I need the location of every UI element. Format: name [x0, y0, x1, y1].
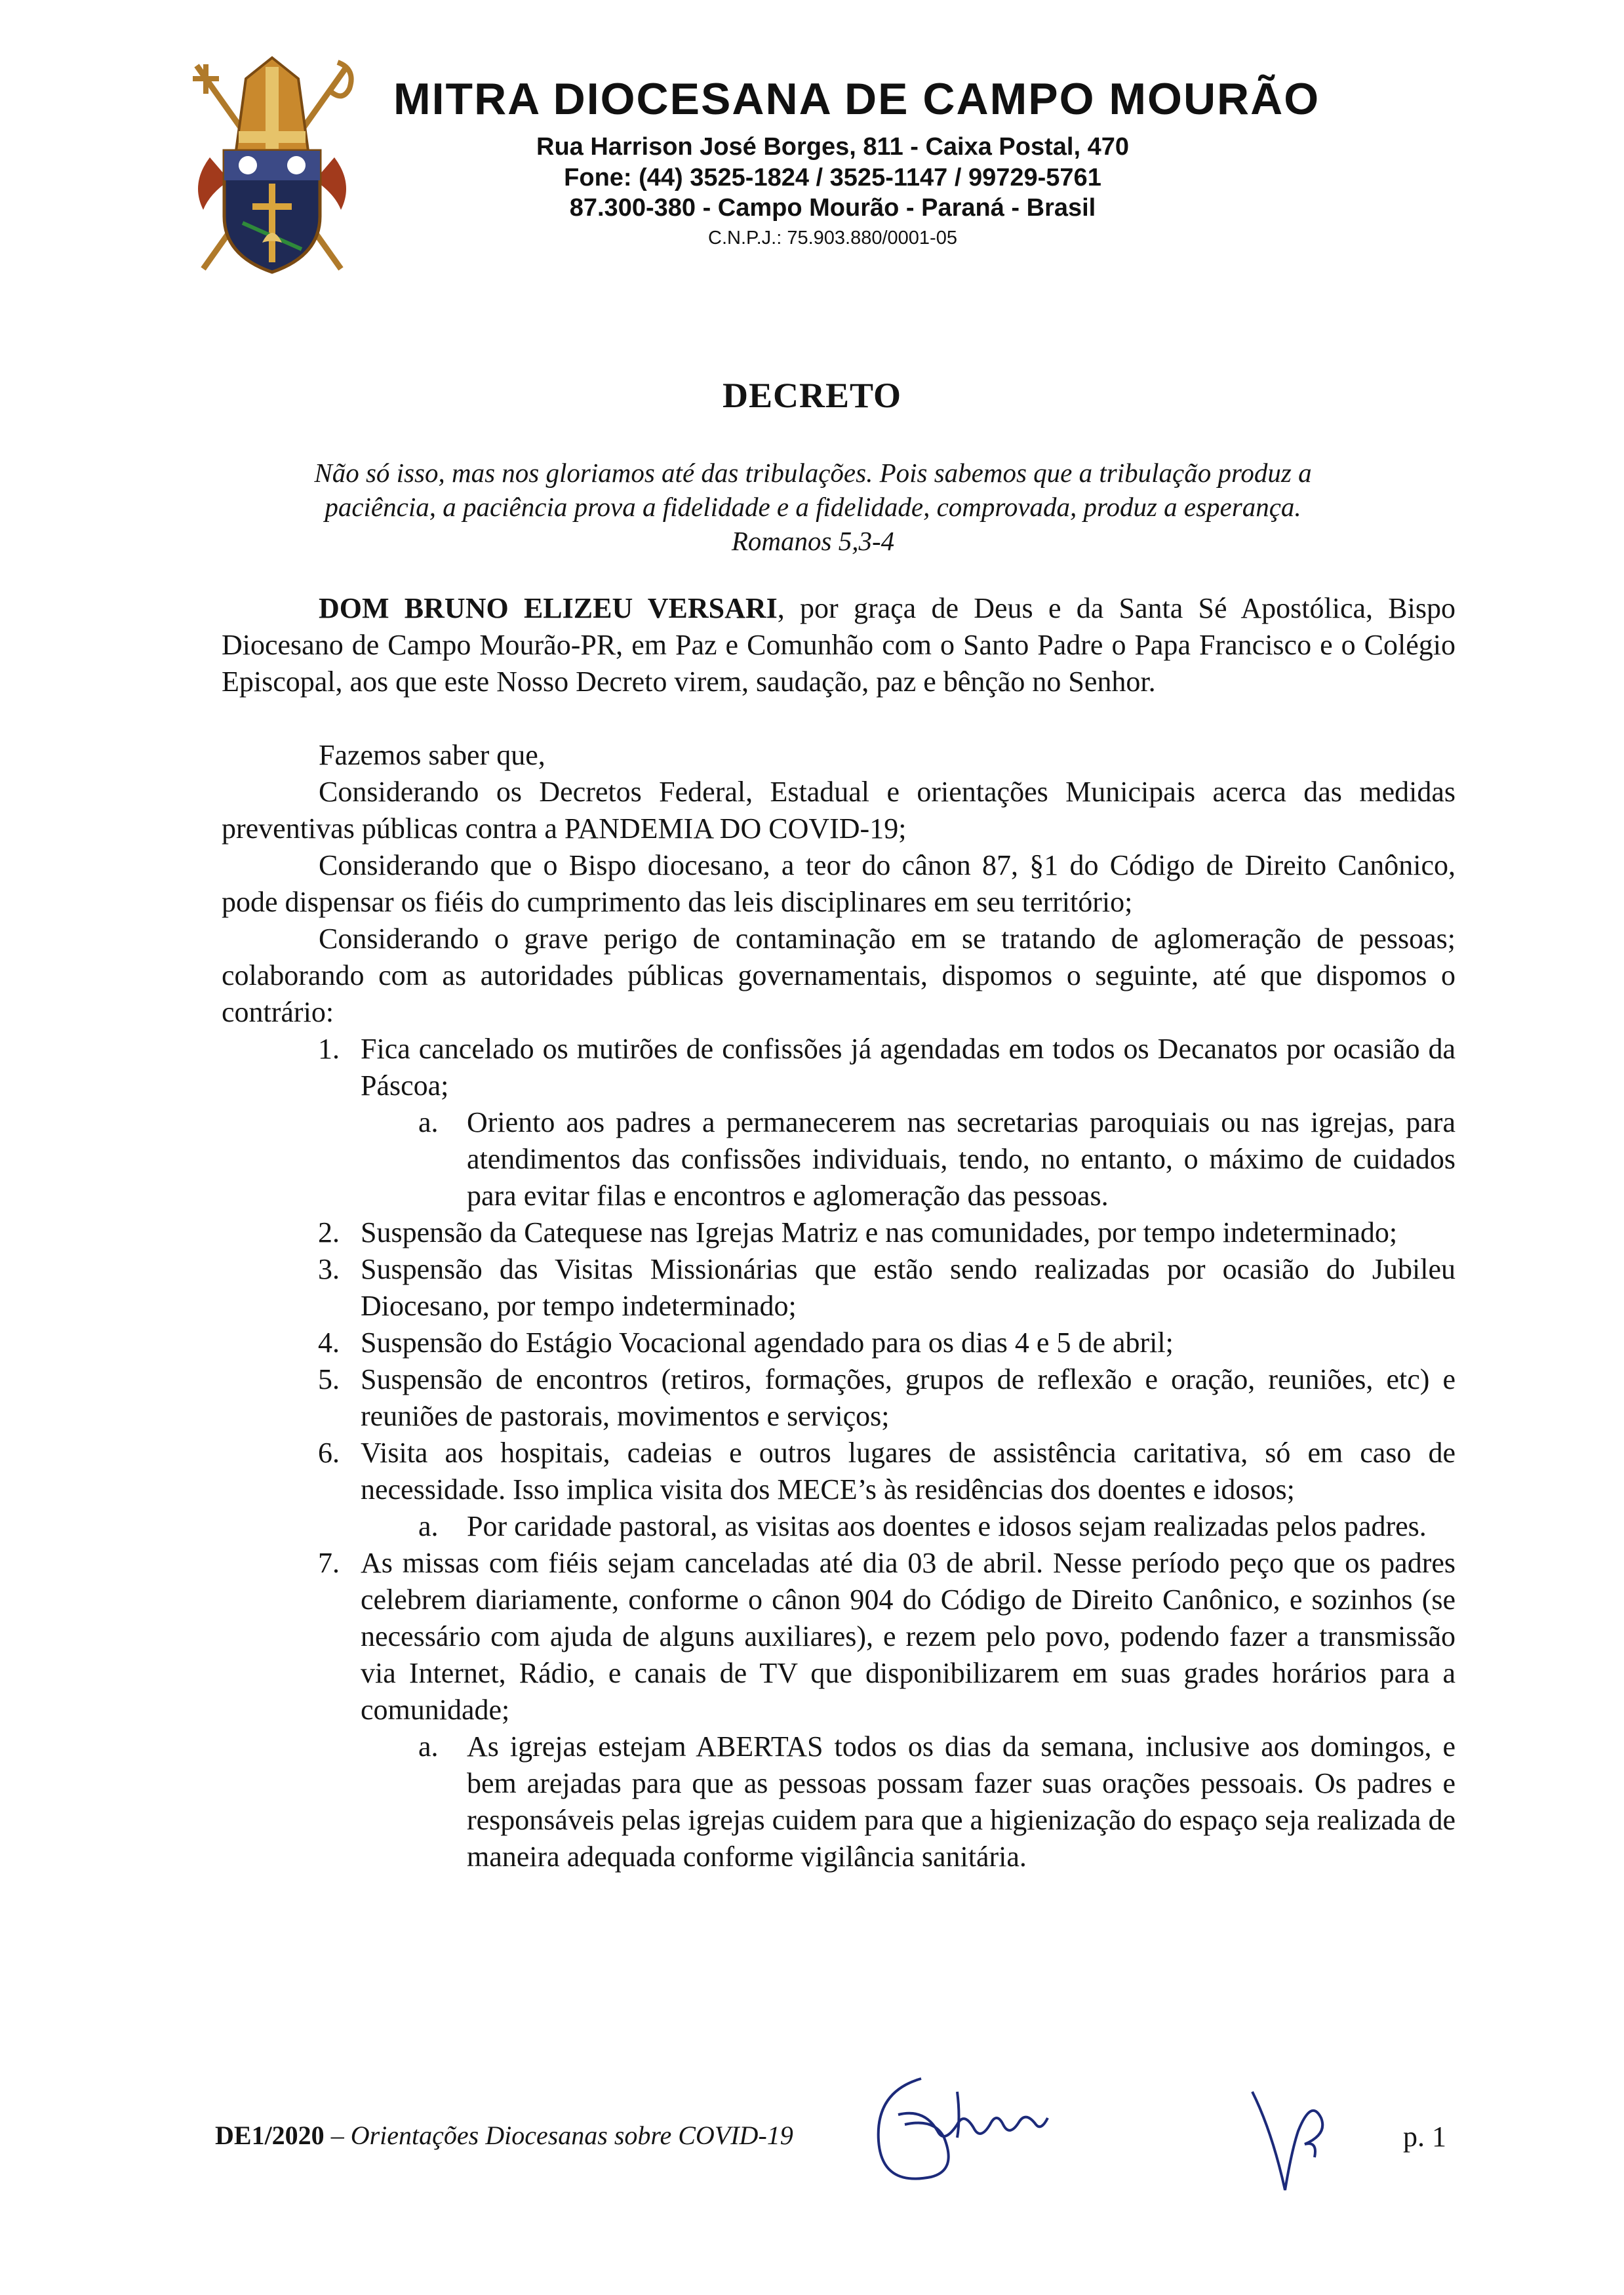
- decree-subitem: [361, 1104, 1456, 1214]
- decree-item: [222, 1251, 1456, 1325]
- decree-items: [222, 1031, 1456, 1875]
- preamble-paragraph: Considerando os Decretos Federal, Estadual e orientações Municipais acerca das medidas preventivas públicas contra a PANDEMIA DO COVID-19;: [222, 776, 1456, 845]
- diocesan-coat-of-arms-icon: [184, 52, 361, 279]
- decree-item: [222, 1214, 1456, 1251]
- decree-item: [222, 1545, 1456, 1875]
- preamble-paragraph: Fazemos saber que,: [319, 739, 545, 771]
- bishop-name: DOM BRUNO ELIZEU VERSARI: [319, 592, 778, 624]
- subitem-text: Por caridade pastoral, as visitas aos doentes e idosos sejam realizadas pelos padres.: [467, 1510, 1427, 1542]
- subitem-letter: a.: [418, 1730, 439, 1763]
- decree-item: [222, 1325, 1456, 1361]
- decree-item: [222, 1435, 1456, 1545]
- decree-subitem: [361, 1508, 1456, 1545]
- footer-description: Orientações Diocesanas sobre COVID-19: [350, 2121, 793, 2150]
- subitem-letter: a.: [418, 1510, 439, 1542]
- initials-signature-icon: [1239, 2085, 1331, 2203]
- intro-text: , por graça de Deus e da Santa Sé Apostólica, Bispo Diocesano de Campo Mourão-PR, em Paz e Comunhão com o Santo Padre o Papa Francisco e o Colégio Episcopal, aos que este Nosso Decreto virem, saudação, paz e bênção no Senhor.: [222, 592, 1456, 698]
- item-text: As missas com fiéis sejam canceladas até dia 03 de abril. Nesse período peço que os padres celebrem diariamente, conforme o cânon 904 do Código de Direito Canônico, e sozinhos (se necessário com ajuda de alguns auxiliares), e rezem pelo povo, podendo fazer a transmissão via Internet, Rádio, e canais de TV que disponibilizarem em suas grades horários para a comunidade;: [361, 1547, 1456, 1726]
- document-title: DECRETO: [722, 376, 902, 415]
- page-number: p. 1: [1403, 2121, 1446, 2153]
- item-number: 7.: [318, 1547, 340, 1579]
- decree-item: [222, 1361, 1456, 1435]
- item-text: Suspensão de encontros (retiros, formações, grupos de reflexão e oração, reuniões, etc) e reuniões de pastorais, movimentos e serviços;: [361, 1363, 1456, 1432]
- footer-reference: [215, 2120, 793, 2151]
- item-number: 6.: [318, 1437, 340, 1469]
- item-number: 5.: [318, 1363, 340, 1395]
- item-text: Suspensão das Visitas Missionárias que estão sendo realizadas por ocasião do Jubileu Diocesano, por tempo indeterminado;: [361, 1253, 1456, 1322]
- subitem-text: Oriento aos padres a permanecerem nas secretarias paroquiais ou nas igrejas, para atendimentos das confissões individuais, tendo, no entanto, o máximo de cuidados para evitar filas e encontros e aglomeração das pessoas.: [467, 1106, 1456, 1212]
- item-number: 4.: [318, 1327, 340, 1359]
- intro-paragraph: [222, 590, 1456, 700]
- item-number: 3.: [318, 1253, 340, 1285]
- item-number: 1.: [318, 1033, 340, 1065]
- item-number: 2.: [318, 1216, 340, 1248]
- sub-items: [361, 1728, 1456, 1875]
- sub-items: [361, 1104, 1456, 1214]
- decree-code: DE1/2020: [215, 2121, 325, 2150]
- decree-item: [222, 1031, 1456, 1214]
- item-text: Suspensão da Catequese nas Igrejas Matriz e nas comunidades, por tempo indeterminado;: [361, 1216, 1398, 1248]
- address-line: Rua Harrison José Borges, 811 - Caixa Postal, 470: [536, 133, 1129, 161]
- epigraph-line: paciência, a paciência prova a fidelidade e a fidelidade, comprovada, produz a esperança.: [325, 492, 1301, 522]
- decree-subitem: [361, 1728, 1456, 1875]
- sub-items: [361, 1508, 1456, 1545]
- decree-body: [222, 590, 1456, 1875]
- cnpj-line: C.N.P.J.: 75.903.880/0001-05: [708, 228, 957, 249]
- preamble-paragraph: Considerando que o Bispo diocesano, a teor do cânon 87, §1 do Código de Direito Canônico, pode dispensar os fiéis do cumprimento das leis disciplinares em seu território;: [222, 849, 1456, 918]
- phone-line: Fone: (44) 3525-1824 / 3525-1147 / 99729-5761: [564, 164, 1101, 191]
- epigraph-reference: Romanos 5,3-4: [731, 526, 895, 556]
- preamble-paragraph: Considerando o grave perigo de contaminação em se tratando de aglomeração de pessoas; colaborando com as autoridades públicas governamentais, dispomos o seguinte, até que dispomos o contrário:: [222, 923, 1456, 1028]
- epigraph-line: Não só isso, mas nos gloriamos até das tribulações. Pois sabemos que a tribulação produz a: [314, 458, 1312, 488]
- city-line: 87.300-380 - Campo Mourão - Paraná - Brasil: [569, 194, 1096, 222]
- item-text: Suspensão do Estágio Vocacional agendado para os dias 4 e 5 de abril;: [361, 1327, 1174, 1359]
- footer-separator: –: [324, 2121, 351, 2150]
- organization-name: MITRA DIOCESANA DE CAMPO MOURÃO: [393, 74, 1320, 124]
- bishop-signature-icon: [859, 2052, 1069, 2197]
- item-text: Fica cancelado os mutirões de confissões já agendadas em todos os Decanatos por ocasião da Páscoa;: [361, 1033, 1456, 1102]
- epigraph: [216, 456, 1410, 558]
- subitem-text: As igrejas estejam ABERTAS todos os dias da semana, inclusive aos domingos, e bem arejadas para que as pessoas possam fazer suas orações pessoais. Os padres e responsáveis pelas igrejas cuidem para que a higienização do espaço seja realizada de maneira adequada conforme vigilância sanitária.: [467, 1730, 1456, 1873]
- item-text: Visita aos hospitais, cadeias e outros lugares de assistência caritativa, só em caso de necessidade. Isso implica visita dos MECE’s às residências dos doentes e idosos;: [361, 1437, 1456, 1506]
- subitem-letter: a.: [418, 1106, 439, 1138]
